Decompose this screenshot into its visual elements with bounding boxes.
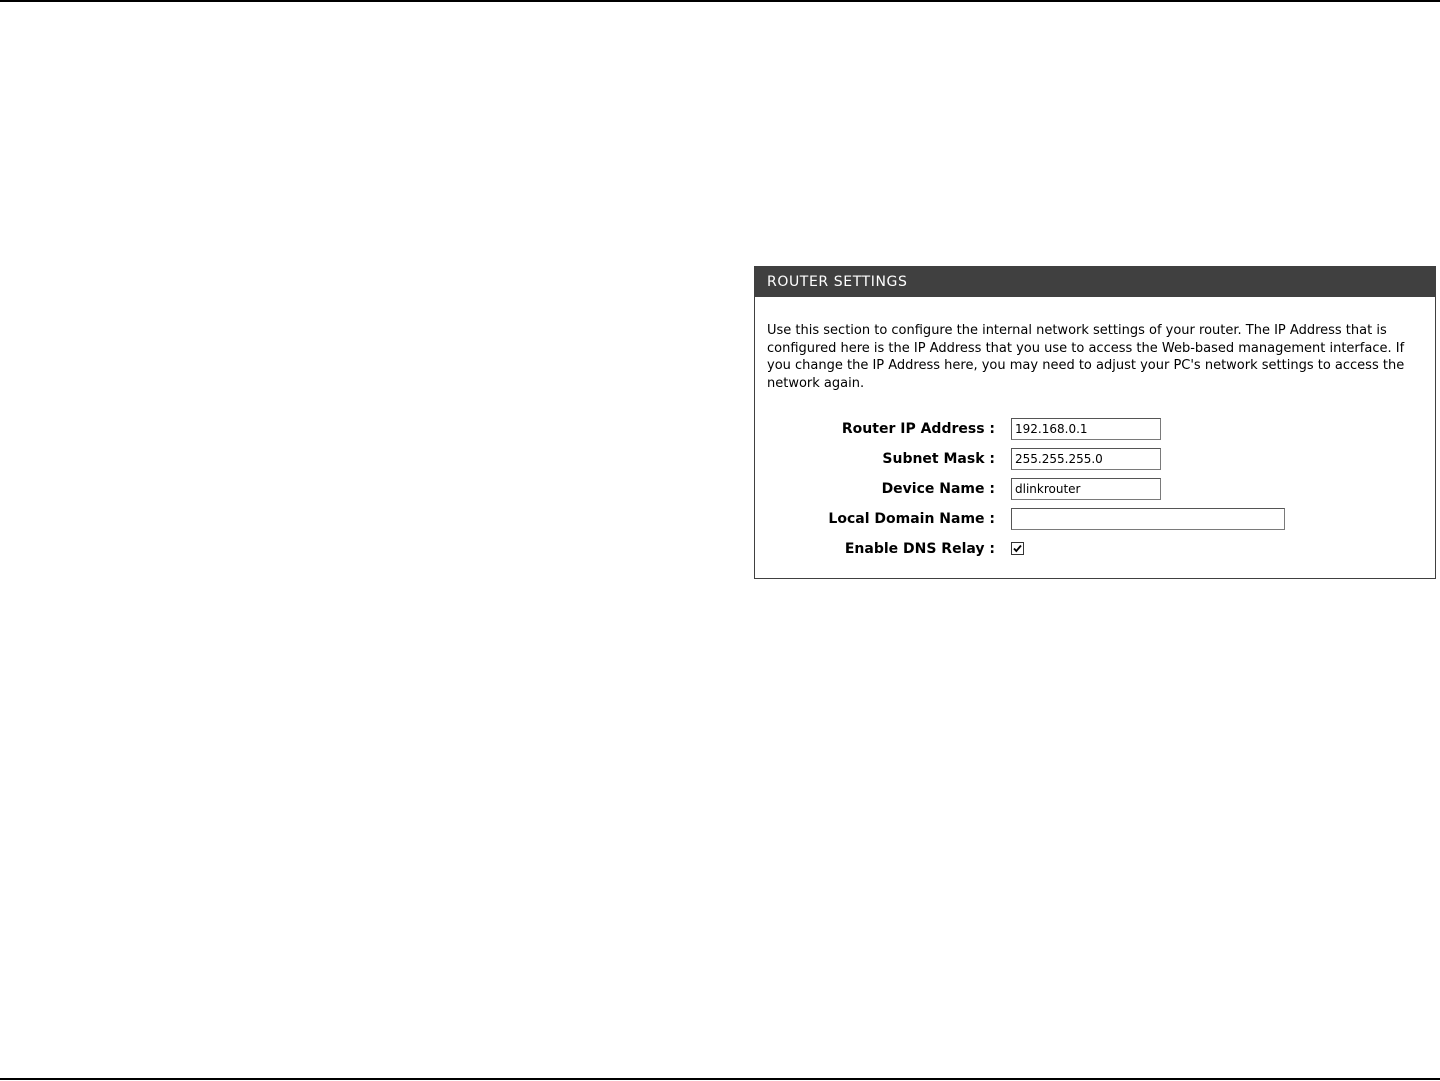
bottom-rule: [0, 1078, 1440, 1080]
local-domain-input[interactable]: [1011, 508, 1285, 530]
router-settings-panel: [754, 266, 1436, 579]
dns-relay-checkbox[interactable]: [1011, 542, 1024, 555]
router-ip-input[interactable]: [1011, 418, 1161, 440]
device-name-label: Device Name :: [881, 481, 995, 497]
local-domain-row: [755, 507, 1435, 531]
local-domain-label: Local Domain Name :: [828, 511, 995, 527]
device-name-input[interactable]: [1011, 478, 1161, 500]
subnet-mask-input[interactable]: [1011, 448, 1161, 470]
dns-relay-label: Enable DNS Relay :: [844, 541, 995, 557]
panel-description: Use this section to configure the internal network settings of your router. The IP Address that is configured here is the IP Address that you use to access the Web-based management interface. If you change the IP Address here, you may need to adjust your PC's network settings to access the network again.: [767, 323, 1405, 391]
dns-relay-row: [755, 537, 1435, 561]
checkmark-icon: [1012, 543, 1023, 554]
top-rule: [0, 0, 1440, 2]
subnet-mask-row: [755, 447, 1435, 471]
device-name-row: [755, 477, 1435, 501]
subnet-mask-label: Subnet Mask :: [882, 451, 995, 467]
panel-title: ROUTER SETTINGS: [755, 267, 1435, 297]
router-ip-label: Router IP Address :: [841, 421, 995, 437]
router-ip-row: [755, 417, 1435, 441]
